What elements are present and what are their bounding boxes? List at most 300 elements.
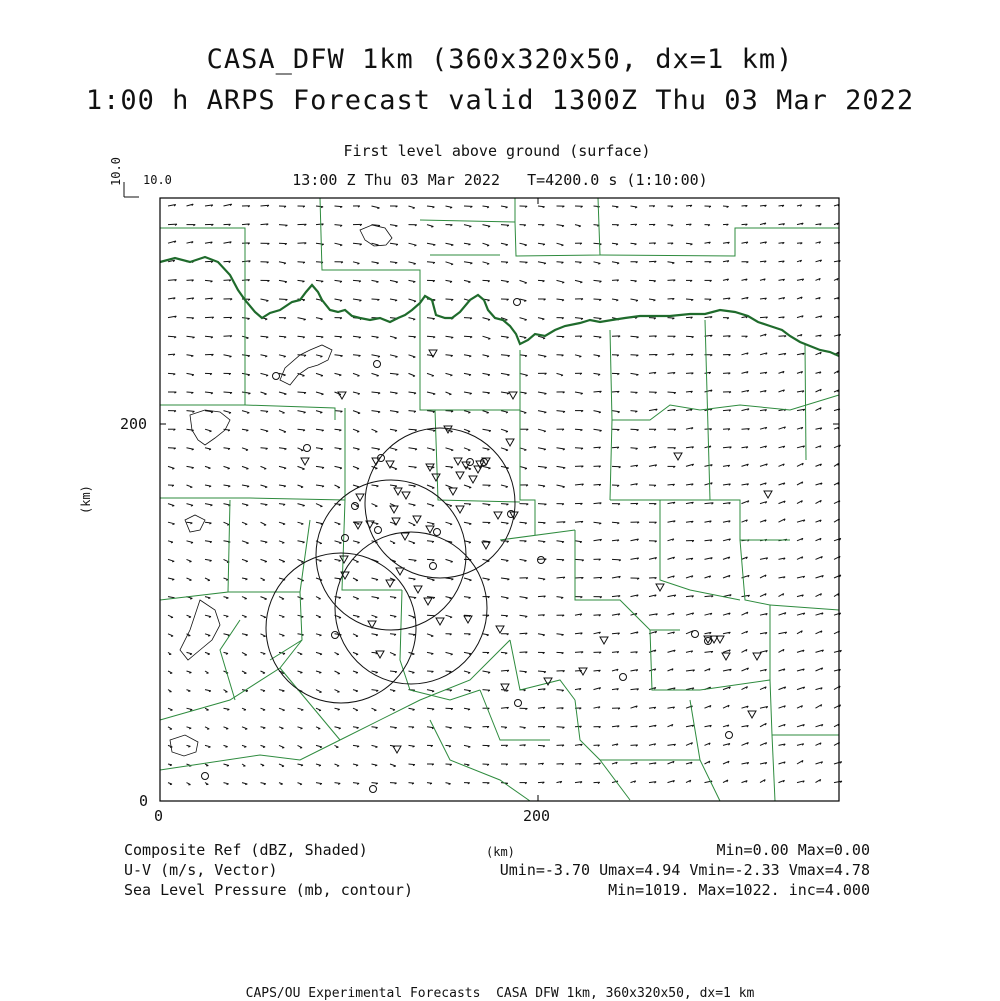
wind-vector — [372, 336, 379, 338]
wind-vector — [168, 205, 176, 207]
wind-vector — [372, 578, 379, 580]
wind-vector — [834, 223, 839, 225]
wind-vector — [575, 597, 582, 598]
wind-vector — [557, 485, 565, 488]
wind-vector-head — [356, 654, 358, 655]
wind-vector-shaft — [427, 206, 434, 207]
wind-vector — [409, 336, 416, 338]
wind-vector-shaft — [483, 690, 490, 691]
wind-vector — [797, 538, 803, 541]
wind-vector — [501, 243, 508, 245]
wind-vector — [594, 597, 602, 598]
station-triangle-marker — [748, 711, 756, 718]
wind-vector-shaft — [316, 690, 322, 693]
wind-vector-shaft — [427, 355, 434, 356]
wind-vector-head — [413, 319, 415, 320]
wind-vector — [168, 316, 176, 318]
wind-vector — [316, 504, 322, 507]
station-triangle-marker — [414, 586, 422, 593]
wind-vector — [335, 206, 343, 208]
wind-vector — [557, 504, 564, 505]
wind-vector — [686, 484, 693, 486]
wind-vector — [612, 762, 617, 764]
wind-vector — [353, 355, 361, 357]
wind-vector — [205, 541, 212, 543]
wind-vector — [372, 299, 380, 301]
wind-vector — [816, 428, 822, 430]
wind-vector — [279, 243, 287, 245]
wind-vector — [760, 410, 767, 412]
wind-vector — [261, 597, 267, 600]
wind-vector — [409, 448, 418, 450]
wind-vector-head — [191, 543, 193, 544]
wind-vector-shaft — [686, 299, 693, 300]
wind-vector — [686, 688, 694, 690]
wind-vector — [298, 448, 304, 451]
wind-vector — [261, 522, 267, 525]
wind-vector — [353, 299, 361, 301]
wind-vector — [390, 262, 397, 264]
wind-vector — [594, 652, 602, 653]
wind-vector-shaft — [353, 783, 359, 784]
wind-vector — [742, 262, 749, 263]
wind-vector — [279, 299, 287, 301]
wind-vector — [557, 355, 564, 356]
wind-vector — [705, 669, 711, 671]
wind-vector-head — [468, 432, 470, 433]
wind-vector — [279, 634, 284, 636]
wind-vector — [353, 373, 360, 376]
wind-vector — [631, 578, 640, 579]
wind-vector-head — [376, 747, 378, 748]
wind-vector — [483, 280, 490, 282]
station-triangle-marker — [722, 653, 730, 660]
wind-vector-shaft — [316, 392, 324, 394]
wind-vector — [279, 504, 285, 506]
wind-vector — [520, 485, 529, 486]
wind-vector-shaft — [483, 336, 491, 338]
wind-vector — [668, 688, 676, 690]
wind-vector — [557, 597, 564, 599]
wind-vector — [316, 373, 323, 376]
wind-vector-head — [506, 432, 508, 433]
wind-vector — [168, 541, 173, 543]
wind-vector — [760, 707, 768, 709]
wind-vector — [316, 355, 322, 357]
wind-vector — [372, 280, 379, 282]
wind-vector-head — [451, 654, 453, 655]
wind-vector — [649, 707, 656, 709]
wind-vector-shaft — [464, 727, 471, 728]
wind-vector-shaft — [372, 448, 380, 449]
wind-vector — [705, 706, 712, 709]
state-border — [160, 257, 839, 356]
wind-vector-head — [375, 617, 377, 618]
wind-vector-shaft — [446, 485, 453, 488]
wind-vector-shaft — [372, 578, 379, 580]
wind-vector — [779, 762, 786, 764]
wind-vector — [594, 688, 601, 690]
wind-vector-head — [302, 469, 304, 470]
wind-vector — [224, 764, 229, 766]
station-triangle-marker — [301, 458, 309, 465]
wind-vector — [557, 280, 565, 283]
wind-vector — [187, 318, 194, 319]
wind-vector — [760, 594, 766, 597]
wind-vector — [501, 299, 509, 300]
wind-vector-head — [377, 376, 379, 377]
wind-vector-shaft — [390, 448, 397, 450]
wind-vector-shaft — [409, 504, 416, 506]
wind-vector — [668, 502, 676, 504]
y-tick-200: 200 — [120, 417, 147, 432]
wind-vector — [335, 522, 341, 525]
wind-vector — [464, 783, 470, 784]
wind-vector — [501, 522, 508, 524]
station-triangle-marker — [469, 476, 477, 483]
wind-vector — [316, 522, 323, 524]
wind-vector-shaft — [501, 578, 509, 579]
wind-vector — [279, 280, 287, 282]
wind-vector-shaft — [483, 634, 489, 635]
wind-vector — [187, 727, 192, 729]
wind-vector — [224, 783, 229, 785]
wind-vector-head — [469, 580, 471, 581]
wind-vector-head — [263, 654, 265, 655]
wind-vector — [242, 504, 248, 506]
wind-vector-shaft — [409, 299, 417, 301]
wind-vector — [760, 298, 767, 300]
wind-vector — [168, 671, 172, 673]
wind-vector-head — [265, 562, 267, 563]
wind-vector-shaft — [557, 466, 566, 467]
wind-vector — [335, 336, 342, 338]
wind-vector-shaft — [464, 392, 472, 393]
wind-vector — [834, 613, 841, 615]
wind-vector-shaft — [316, 745, 322, 747]
wind-vector — [834, 390, 839, 392]
wind-vector-head — [357, 432, 359, 433]
wind-vector — [631, 336, 639, 338]
wind-vector — [187, 522, 193, 524]
station-circle-marker — [538, 557, 545, 564]
wind-vector-head — [338, 524, 340, 525]
wind-vector — [668, 225, 674, 227]
wind-vector-head — [226, 747, 228, 748]
wind-vector — [742, 297, 749, 299]
wind-vector-shaft — [520, 411, 527, 413]
wind-vector-shaft — [261, 448, 268, 449]
wind-vector — [742, 612, 748, 615]
wind-vector-shaft — [279, 504, 285, 505]
wind-vector — [538, 578, 545, 580]
wind-vector-shaft — [464, 522, 471, 524]
wind-vector — [390, 690, 395, 692]
wind-vector — [816, 613, 824, 615]
wind-vector-head — [488, 339, 490, 340]
wind-vector — [242, 522, 247, 525]
wind-vector — [335, 745, 339, 747]
wind-vector — [557, 225, 565, 227]
wind-vector — [779, 298, 785, 300]
wind-vector — [483, 355, 490, 357]
wind-vector-shaft — [205, 690, 211, 691]
wind-vector — [538, 707, 545, 709]
wind-vector — [686, 354, 693, 355]
wind-vector-shaft — [298, 615, 304, 617]
wind-vector — [187, 280, 194, 281]
wind-vector-shaft — [372, 690, 379, 691]
wind-vector — [168, 578, 174, 580]
wind-vector — [353, 708, 358, 711]
wind-vector — [797, 223, 803, 225]
wind-vector-head — [412, 654, 414, 655]
wind-vector-shaft — [390, 671, 397, 672]
wind-vector-shaft — [427, 373, 434, 375]
map-title: CASA_DFW 1km (360x320x50, dx=1 km) — [0, 46, 1000, 73]
wind-vector — [279, 522, 285, 525]
wind-vector-shaft — [353, 615, 359, 616]
wind-vector — [409, 764, 415, 766]
wind-vector-head — [245, 784, 247, 785]
wind-vector — [168, 690, 172, 692]
wind-vector — [335, 652, 339, 654]
wind-vector — [298, 578, 304, 581]
wind-vector-shaft — [279, 485, 286, 486]
wind-vector — [668, 243, 674, 244]
wind-vector — [427, 411, 435, 413]
wind-vector-shaft — [575, 225, 581, 226]
wind-vector — [668, 595, 676, 597]
wind-vector — [464, 690, 471, 692]
wind-vector-head — [432, 524, 434, 525]
wind-vector-shaft — [446, 280, 453, 281]
wind-vector-head — [282, 617, 284, 618]
wind-vector-shaft — [501, 522, 508, 523]
wind-vector — [557, 764, 564, 765]
wind-vector — [649, 243, 656, 244]
wind-vector-head — [246, 469, 248, 470]
wind-vector — [797, 482, 803, 485]
wind-vector-shaft — [279, 336, 286, 337]
wind-vector — [427, 690, 434, 692]
wind-vector — [464, 392, 472, 394]
wind-vector — [631, 373, 639, 375]
wind-vector — [427, 485, 434, 488]
wind-vector-shaft — [261, 466, 267, 468]
wind-vector — [631, 652, 638, 653]
wind-vector — [612, 559, 621, 561]
wind-vector-shaft — [594, 280, 602, 281]
wind-vector-head — [300, 654, 302, 655]
wind-vector-shaft — [538, 318, 544, 319]
wind-vector — [594, 243, 602, 245]
wind-vector — [538, 318, 544, 320]
wind-vector-shaft — [594, 336, 602, 337]
station-circle-marker — [202, 773, 209, 780]
county-line — [300, 520, 310, 592]
wind-vector-shaft — [686, 336, 694, 337]
wind-vector-head — [450, 375, 452, 376]
station-triangle-marker — [396, 568, 404, 575]
wind-vector-shaft — [224, 448, 231, 449]
wind-vector — [409, 262, 416, 265]
wind-vector-shaft — [242, 392, 250, 393]
wind-vector — [612, 596, 620, 597]
wind-vector-head — [208, 654, 210, 655]
wind-vector — [335, 448, 342, 450]
wind-vector-head — [228, 468, 230, 469]
wind-vector — [834, 705, 841, 708]
wind-vector-shaft — [316, 243, 324, 244]
wind-vector — [261, 243, 270, 244]
wind-vector-shaft — [316, 448, 323, 449]
wind-vector — [649, 224, 655, 225]
wind-vector — [631, 262, 638, 263]
wind-vector — [760, 763, 767, 765]
wind-vector-head — [432, 376, 434, 377]
wind-vector-shaft — [279, 392, 286, 394]
wind-vector — [612, 411, 620, 413]
wind-vector — [538, 429, 546, 432]
wind-vector — [538, 745, 545, 747]
wind-vector — [168, 634, 173, 637]
wind-vector — [760, 223, 766, 225]
station-triangle-marker — [340, 556, 348, 563]
wind-vector-shaft — [372, 504, 378, 507]
wind-vector-shaft — [446, 671, 452, 672]
wind-vector — [557, 262, 564, 264]
wind-vector — [760, 780, 765, 783]
wind-vector-shaft — [187, 411, 195, 412]
wind-vector-head — [320, 561, 322, 562]
wind-vector-shaft — [335, 280, 342, 281]
wind-vector — [279, 206, 286, 207]
wind-vector — [483, 336, 491, 339]
wind-vector-shaft — [446, 373, 453, 375]
wind-vector — [390, 597, 396, 599]
wind-vector — [649, 744, 656, 746]
wind-vector — [187, 578, 192, 581]
wind-vector-shaft — [242, 485, 249, 486]
wind-vector — [205, 280, 213, 282]
wind-vector — [372, 411, 381, 413]
county-line — [772, 735, 775, 801]
wind-vector-shaft — [353, 429, 359, 431]
wind-vector — [612, 299, 618, 301]
wind-vector — [224, 597, 229, 599]
wind-vector — [742, 763, 749, 765]
wind-vector — [316, 745, 322, 747]
wind-vector-shaft — [464, 355, 471, 356]
wind-vector — [538, 225, 544, 226]
wind-vector — [279, 727, 283, 729]
wind-vector — [205, 429, 212, 432]
wind-vector — [168, 336, 176, 338]
wind-vector — [557, 206, 565, 207]
wind-vector — [668, 262, 675, 264]
wind-vector — [797, 557, 803, 560]
wind-vector-shaft — [538, 634, 545, 635]
wind-vector-shaft — [409, 541, 416, 543]
wind-vector — [279, 336, 286, 338]
wind-vector — [316, 652, 322, 654]
wind-vector-head — [506, 487, 508, 488]
wind-vector-head — [433, 394, 435, 395]
wind-vector — [631, 411, 638, 413]
wind-vector — [372, 392, 381, 394]
wind-vector — [631, 522, 640, 523]
wind-vector-shaft — [335, 727, 341, 728]
wind-vector — [686, 558, 693, 560]
vector-key-horizontal-label: 10.0 — [143, 174, 172, 186]
wind-vector — [298, 429, 306, 431]
wind-vector — [427, 764, 434, 765]
wind-vector — [353, 615, 359, 617]
wind-vector-shaft — [409, 522, 416, 525]
wind-vector — [316, 429, 324, 431]
wind-vector — [723, 613, 730, 615]
wind-vector — [298, 764, 304, 766]
y-tick-0: 0 — [139, 794, 148, 809]
wind-vector — [723, 687, 730, 690]
wind-vector-head — [431, 636, 433, 637]
wind-vector-head — [449, 394, 451, 395]
wind-vector — [298, 559, 304, 562]
wind-vector — [575, 559, 584, 561]
wind-vector-shaft — [501, 373, 510, 374]
wind-vector-shaft — [205, 541, 212, 542]
wind-vector — [575, 484, 584, 486]
wind-vector — [483, 671, 491, 673]
wind-vector-shaft — [501, 411, 508, 413]
wind-vector — [353, 559, 359, 562]
wind-vector — [668, 576, 675, 578]
legend-x-unit: (km) — [486, 846, 515, 858]
wind-vector-shaft — [575, 318, 583, 319]
county-line — [650, 630, 700, 690]
wind-vector-shaft — [538, 745, 545, 746]
wind-vector — [335, 690, 340, 693]
wind-vector — [187, 559, 192, 562]
wind-vector — [224, 448, 231, 450]
wind-vector — [520, 764, 527, 765]
wind-vector-shaft — [575, 280, 582, 282]
wind-vector-head — [300, 784, 302, 785]
wind-vector — [686, 409, 692, 411]
wind-vector — [464, 225, 471, 228]
wind-vector-head — [395, 357, 397, 358]
wind-vector-shaft — [631, 336, 639, 337]
wind-vector — [760, 279, 765, 281]
wind-vector-shaft — [538, 206, 545, 207]
wind-vector-head — [598, 263, 600, 264]
wind-vector-shaft — [353, 485, 359, 487]
wind-vector — [390, 243, 398, 245]
wind-vector — [261, 392, 267, 395]
wind-vector — [816, 352, 822, 355]
wind-vector — [705, 540, 713, 541]
lake-outline — [180, 600, 220, 660]
wind-vector — [723, 484, 731, 486]
wind-vector — [483, 448, 490, 450]
wind-vector — [797, 687, 805, 690]
wind-vector — [686, 596, 694, 597]
vector-key-vertical-label: 10.0 — [110, 157, 122, 186]
wind-vector — [187, 541, 194, 544]
wind-vector — [427, 745, 433, 746]
wind-vector-shaft — [279, 280, 287, 281]
